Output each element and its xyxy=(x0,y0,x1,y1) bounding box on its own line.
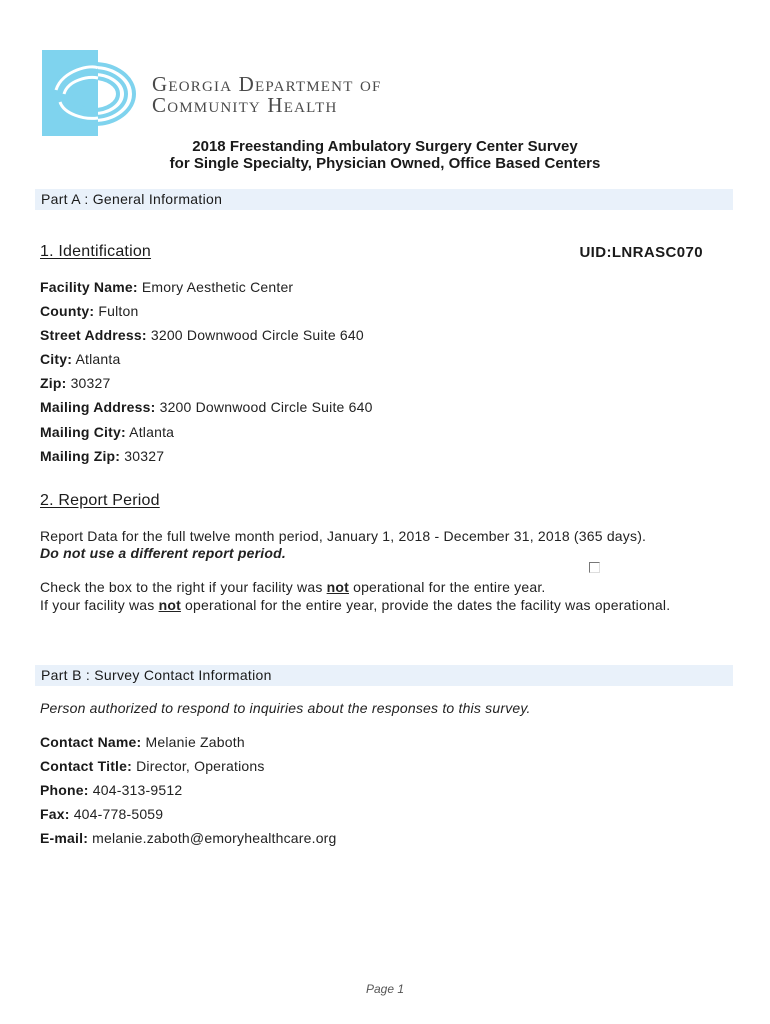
logo-line-1: Georgia Department of xyxy=(152,72,382,96)
logo-line-2: Community Health xyxy=(152,93,338,117)
survey-title-line-2: for Single Specialty, Physician Owned, Office Based Centers xyxy=(169,155,601,172)
part-b-header: Part B : Survey Contact Information xyxy=(35,665,733,686)
email-field: E-mail: melanie.zaboth@emoryhealthcare.org xyxy=(40,830,337,846)
city-field: City: Atlanta xyxy=(40,351,121,367)
part-a-header: Part A : General Information xyxy=(35,189,733,210)
report-period-text: Report Data for the full twelve month period, January 1, 2018 - December 31, 2018 (365 days). xyxy=(40,528,647,544)
mailing-address-field: Mailing Address: 3200 Downwood Circle Suite 640 xyxy=(40,399,373,415)
uid-label: UID:LNRASC070 xyxy=(579,244,703,261)
survey-title-line-1: 2018 Freestanding Ambulatory Surgery Center Survey xyxy=(192,138,578,155)
county-field: County: Fulton xyxy=(40,303,139,319)
identification-heading: 1. Identification xyxy=(40,243,152,260)
contact-title-field: Contact Title: Director, Operations xyxy=(40,758,265,774)
report-period-heading: 2. Report Period xyxy=(40,492,160,509)
facility-name-field: Facility Name: Emory Aesthetic Center xyxy=(40,279,294,295)
street-address-field: Street Address: 3200 Downwood Circle Suite 640 xyxy=(40,327,364,343)
report-period-warning: Do not use a different report period. xyxy=(40,545,286,561)
operational-dates-instruction: If your facility was not operational for the entire year, provide the dates the facility was operational. xyxy=(40,597,671,613)
contact-intro-text: Person authorized to respond to inquiries about the responses to this survey. xyxy=(40,700,531,716)
page-number: Page 1 xyxy=(365,982,405,996)
dch-swirl-logo-icon xyxy=(42,50,140,136)
mailing-city-field: Mailing City: Atlanta xyxy=(40,424,175,440)
not-operational-instruction: Check the box to the right if your facility was not operational for the entire year. xyxy=(40,579,546,595)
fax-field: Fax: 404-778-5059 xyxy=(40,806,164,822)
zip-field: Zip: 30327 xyxy=(40,375,111,391)
dch-logo xyxy=(42,50,392,138)
phone-field: Phone: 404-313-9512 xyxy=(40,782,183,798)
mailing-zip-field: Mailing Zip: 30327 xyxy=(40,448,165,464)
not-operational-checkbox[interactable] xyxy=(589,562,600,573)
contact-name-field: Contact Name: Melanie Zaboth xyxy=(40,734,245,750)
